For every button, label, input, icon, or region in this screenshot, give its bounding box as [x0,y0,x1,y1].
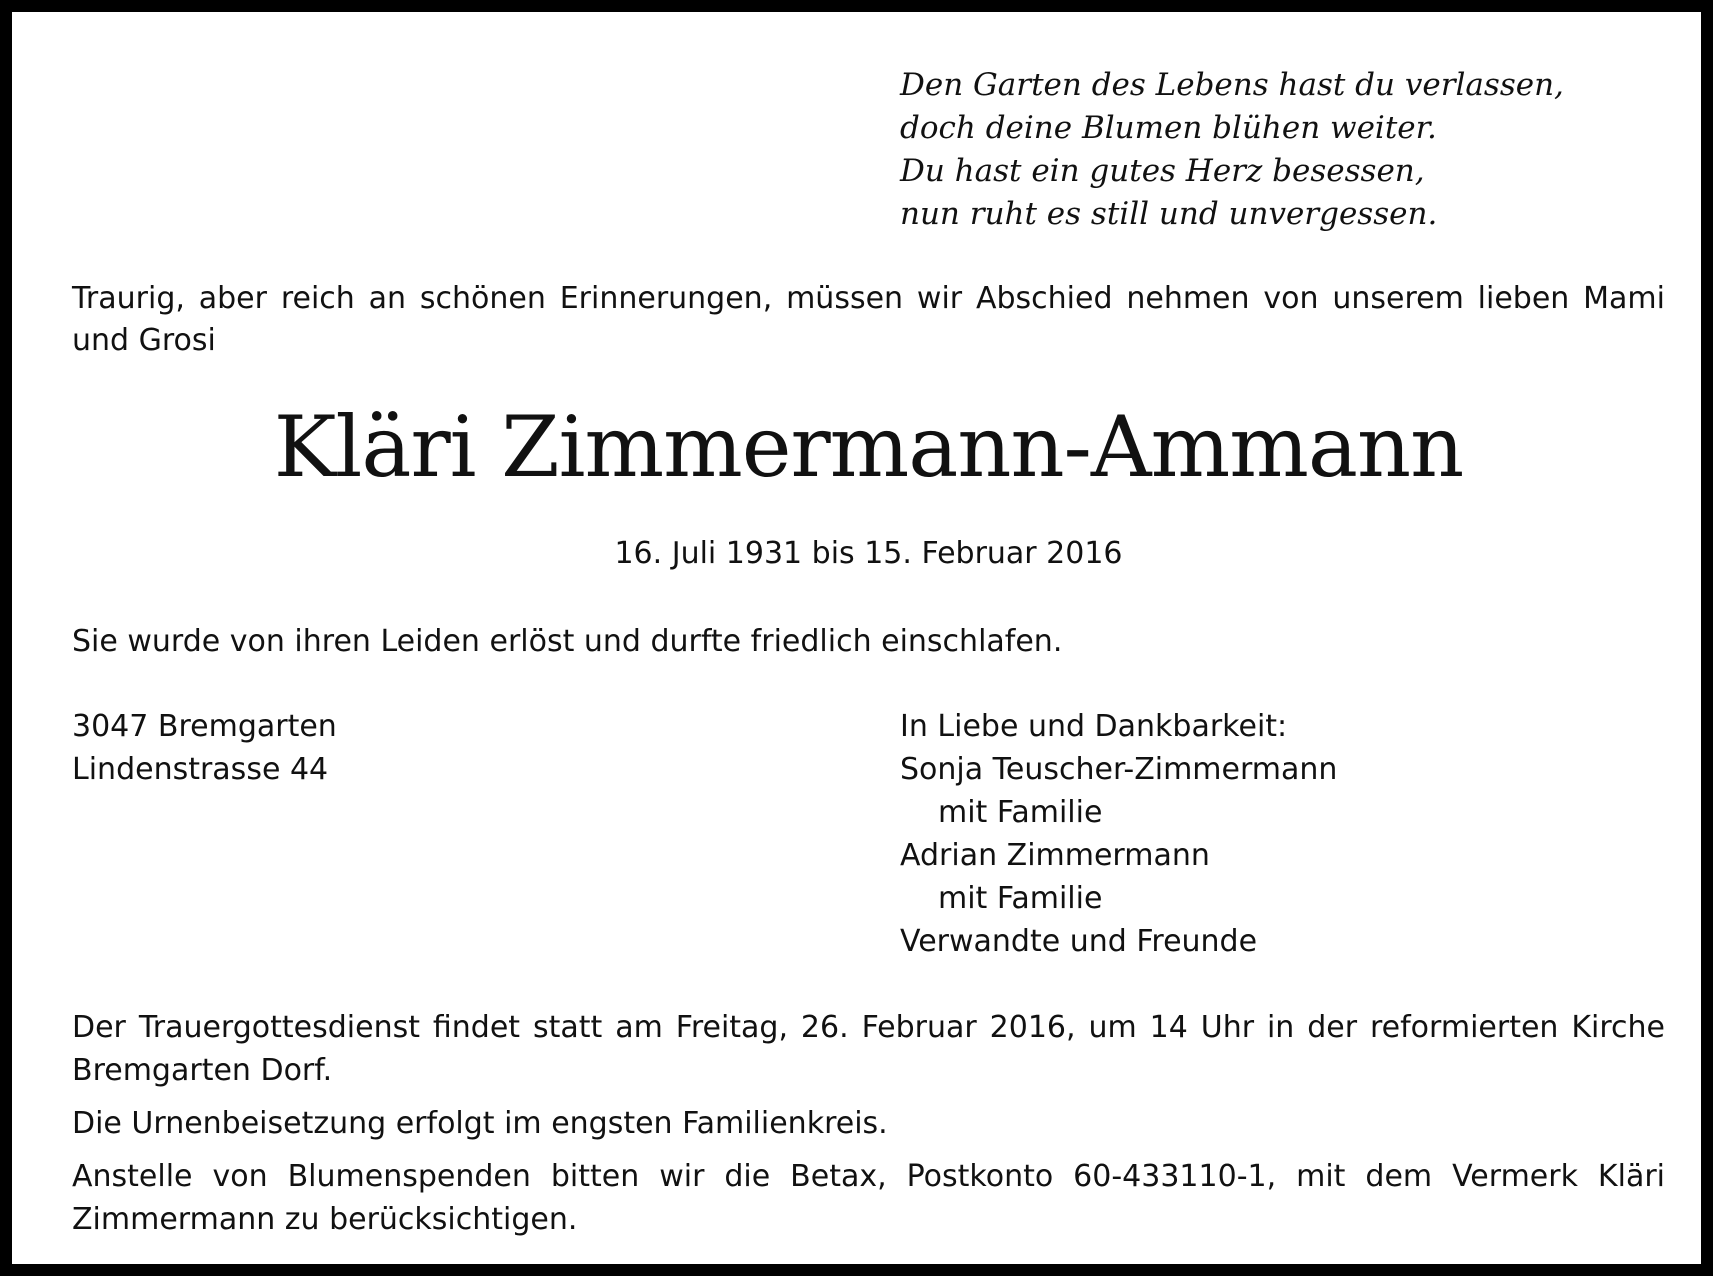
poem-line: nun ruht es still und unvergessen. [900,196,1438,232]
funeral-text: Der Trauergottesdienst findet statt am Freitag, 26. Februar 2016, um 14 Uhr in der reformierten Kirche Bremgarten Dorf. [72,1010,1665,1088]
signer-name: Adrian Zimmermann [900,838,1210,873]
poem [900,64,1564,236]
poem-line: Du hast ein gutes Herz besessen, [900,153,1425,189]
signer-family: mit Familie [938,881,1103,916]
address-city: 3047 Bremgarten [72,709,337,744]
poem-line: doch deine Blumen blühen weiter. [900,110,1437,146]
deceased-name: Kläri Zimmermann-Ammann [273,398,1464,496]
signer-name: Verwandte und Freunde [900,924,1258,959]
signers-heading: In Liebe und Dankbarkeit: [900,709,1288,744]
address-block [72,705,337,791]
burial-text: Die Urnenbeisetzung erfolgt im engsten Familienkreis. [72,1106,888,1141]
poem-line: Den Garten des Lebens hast du verlassen, [900,67,1564,103]
release-text: Sie wurde von ihren Leiden erlöst und durfte friedlich einschlafen. [72,624,1063,659]
signer-family: mit Familie [938,795,1103,830]
address-street: Lindenstrasse 44 [72,752,329,787]
signer-name: Sonja Teuscher-Zimmermann [900,752,1338,787]
signers-block [900,705,1337,963]
donation-text: Anstelle von Blumenspenden bitten wir die Betax, Postkonto 60-433110-1, mit dem Vermerk Kläri Zimmermann zu berücksichtigen. [72,1159,1665,1237]
service-info [72,1006,1665,1251]
intro-text: Traurig, aber reich an schönen Erinnerungen, müssen wir Abschied nehmen von unserem lieben Mami und Grosi [72,281,1665,358]
life-dates: 16. Juli 1931 bis 15. Februar 2016 [614,536,1123,571]
